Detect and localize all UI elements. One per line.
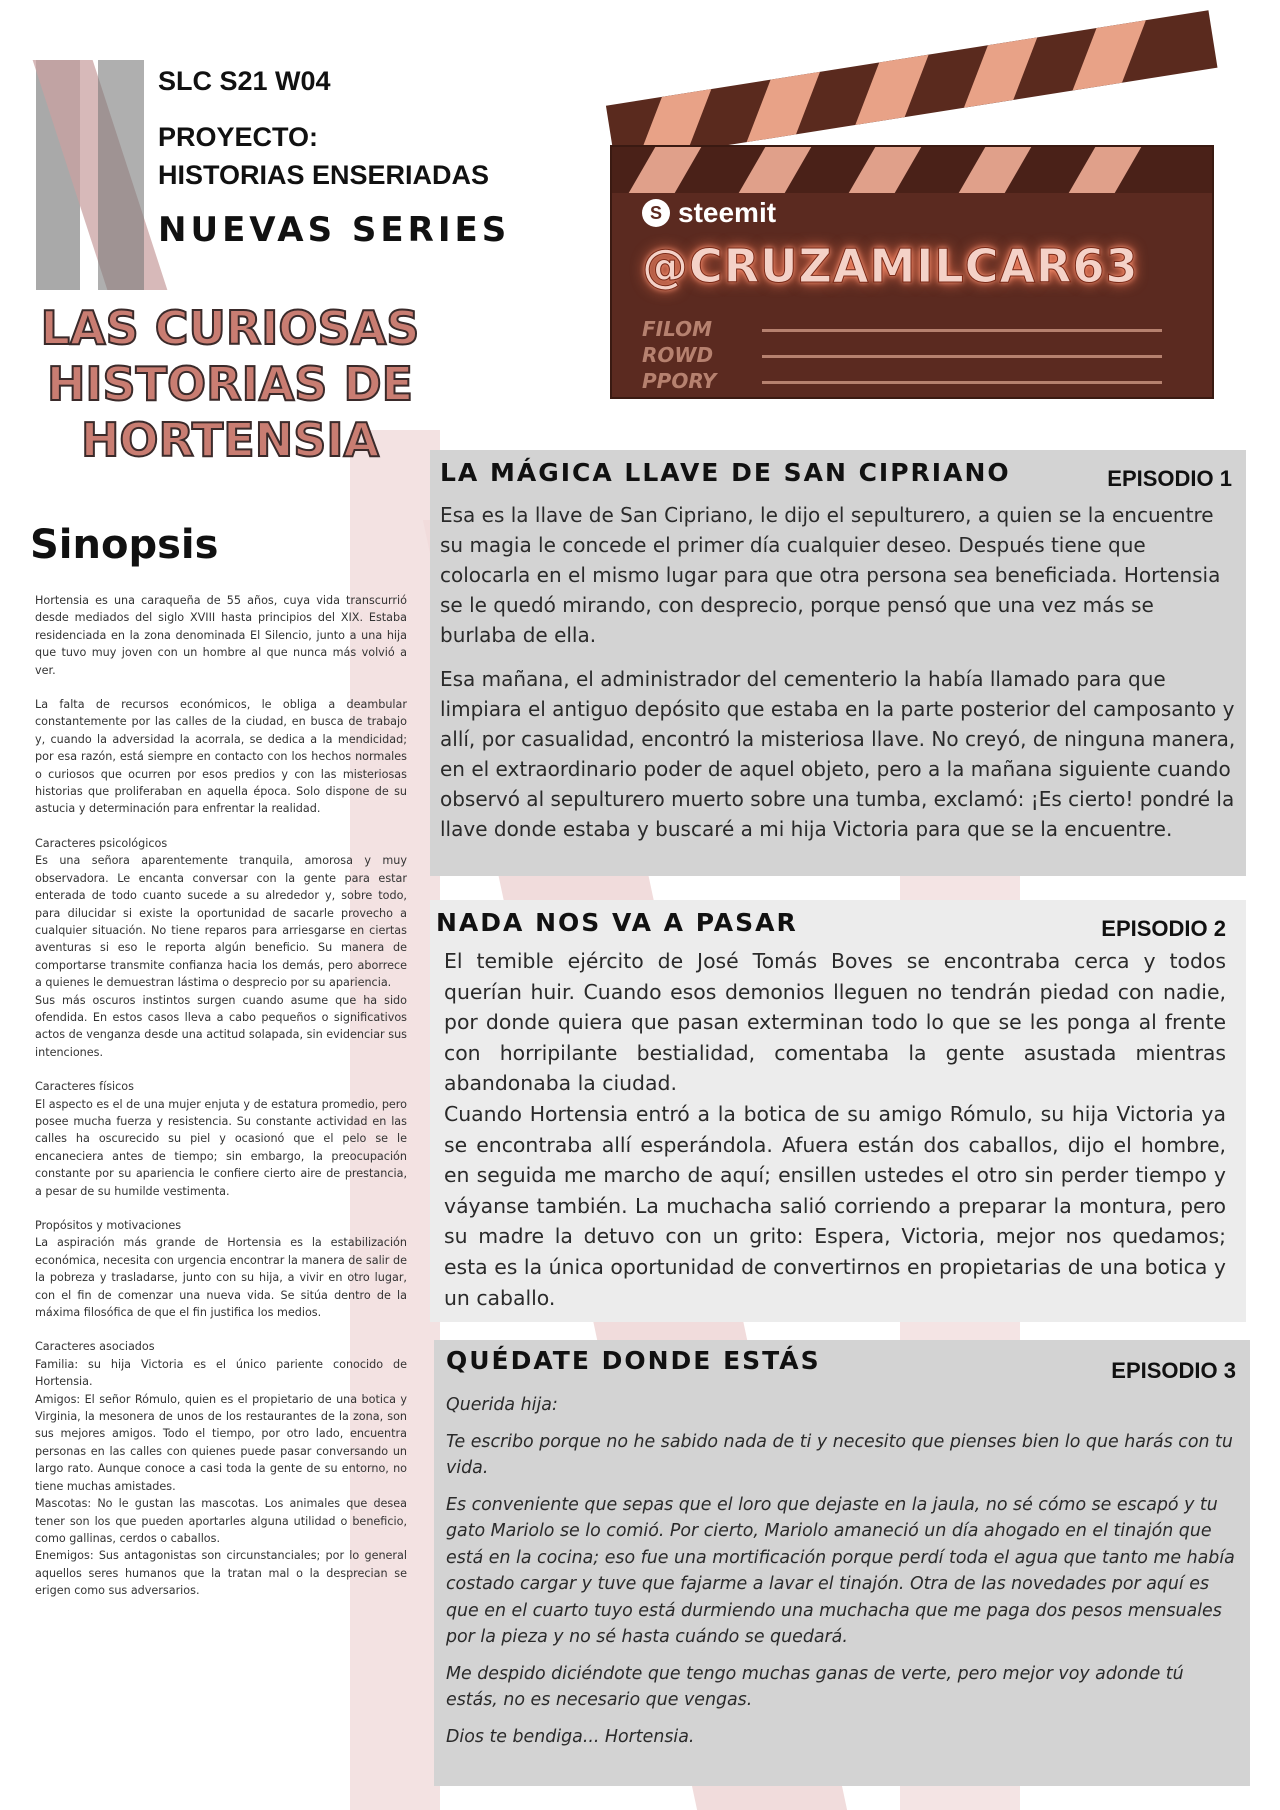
physical-text: El aspecto es el de una mujer enjuta y de estatura promedio, pero posee mucha fuerza y resistencia. Su constante actividad en las calles ha oscurecido su piel y ocasionó que el pelo se le encaneciera antes de tiempo; sin embargo, la preocupación constante por su apariencia le confiere cierto aire de prestancia, a pesar de su humilde vestimenta.	[35, 1097, 407, 1198]
episode-2-text	[444, 946, 1226, 1313]
episode-3-letter	[446, 1392, 1236, 1760]
friends-text: Amigos: El señor Rómulo, quien es el propietario de una botica y Virginia, la mesonera de unos de los restaurantes de la zona, son sus mejores amigos. Todo el tiempo, por otro lado, encuentra personas en las calles con quienes puede pasar conversando un largo rato. Aunque conoce a casi toda la gente de su entorno, no tiene muchas amistades.	[35, 1392, 407, 1493]
clapperboard	[610, 35, 1230, 395]
clapper-line-2	[762, 355, 1162, 358]
clapper-line-3	[762, 381, 1162, 384]
pets-text: Mascotas: No le gustan las mascotas. Los animales que desea tener son los que pueden aportarles alguna utilidad o beneficio, como gallinas, cerdos o caballos.	[35, 1497, 407, 1545]
author-handle: @CRUZAMILCAR63	[642, 239, 1139, 293]
letter-greeting: Querida hija:	[446, 1395, 558, 1415]
letter-paragraph: Me despido diciéndote que tengo muchas ganas de verte, pero mejor voy adonde tú estás, no es necesario que vengas.	[446, 1663, 1184, 1710]
psychological-section	[35, 835, 407, 1061]
synopsis-body	[35, 592, 407, 1617]
goals-text: La aspiración más grande de Hortensia es la estabilización económica, necesita con urgencia encontrar la manera de salir de la pobreza y trasladarse, junto con su hija, a vivir en otro lugar, con el fin de comenzar una nueva vida. Se sitúa dentro de la máxima filosófica de que el fin justifica los medios.	[35, 1236, 407, 1320]
steemit-brand	[642, 197, 776, 229]
letter-paragraph: Te escribo porque no he sabido nada de ti y necesito que pienses bien lo que harás con tu vida.	[446, 1431, 1233, 1478]
project-heading	[158, 118, 489, 194]
new-series-heading: NUEVAS SERIES	[158, 210, 511, 250]
letter-paragraph: Es conveniente que sepas que el loro que dejaste en la jaula, no sé cómo se escapó y tu gato Mariolo se lo comió. Por cierto, Mariolo amaneció un día ahogado en el tinajón que está en la cocina; eso fue una mortificación porque perdí toda el agua que tanto me había costado cargar y tuve que fajarme a lavar el tinajón. Otra de las novedades por aquí es que en el cuarto tuyo está durmiendo una muchacha que me paga dos pesos mensuales por la pieza y no sé hasta cuándo se quedará.	[446, 1494, 1235, 1647]
episode-1-paragraph: Esa es la llave de San Cipriano, le dijo el sepulturero, a quien se la encuentre su magia le concede el primer día cualquier deseo. Después tiene que colocarla en el mismo lugar para que otra persona sea beneficiada. Hortensia se le quedó mirando, con desprecio, porque pensó que una vez más se burlaba de ella.	[440, 503, 1221, 647]
project-line2: HISTORIAS ENSERIADAS	[158, 160, 490, 190]
episode-1-card	[430, 450, 1246, 876]
steemit-label: steemit	[678, 197, 777, 228]
logo-n-right-bar	[98, 60, 144, 290]
letter-signature: Dios te bendiga... Hortensia.	[446, 1726, 695, 1747]
clapperboard-top-stick	[606, 10, 1218, 163]
psychological-text-2: Sus más oscuros instintos surgen cuando asume que ha sido ofendida. En estos casos lleva a cabo pequeños o significativos actos de venganza desde una actitud solapada, sin evidenciar sus intenciones.	[35, 993, 407, 1059]
clapper-label-3: PPORY	[642, 369, 717, 393]
episode-2-card	[430, 900, 1246, 1322]
episode-2-number: EPISODIO 2	[1101, 916, 1226, 941]
goals-label: Propósitos y motivaciones	[35, 1219, 182, 1232]
clapper-line-1	[762, 329, 1162, 332]
enemies-text: Enemigos: Sus antagonistas son circunstanciales; por lo general aquellos seres humanos que la tratan mal o la desprecian se erigen como sus adversarios.	[35, 1549, 407, 1598]
episode-2-paragraph: El temible ejército de José Tomás Boves se encontraba cerca y todos querían huir. Cuando esos demonios lleguen no tendrán piedad con nadie, por donde quiera que pasan exterminan todo lo que se les ponga al frente con horripilante bestialidad, comentaba la gente asustada mientras abandonaba la ciudad.	[444, 949, 1226, 1096]
episode-1-paragraph: Esa mañana, el administrador del cementerio la había llamado para que limpiara el antiguo depósito que estaba en la parte posterior del camposanto y allí, por casualidad, encontró la misteriosa llave. No creyó, de ninguna manera, en el extraordinario poder de aquel objeto, pero a la mañana siguiente cuando observó al sepulturero muerto sobre una tumba, exclamó: ¡Es cierto! pondré la llave donde estaba y buscaré a mi hija Victoria para que se la encuentre.	[440, 667, 1236, 841]
episode-2-paragraph: Cuando Hortensia entró a la botica de su amigo Rómulo, su hija Victoria ya se encontraba allí esperándola. Afuera están dos caballos, dijo el hombre, en seguida me marcho de aquí; ensillen ustedes el otro sin perder tiempo y váyanse también. La muchacha salió corriendo a preparar la montura, pero su madre la detuvo con un grito: Espera, Victoria, mejor nos quedamos; esta es la única oportunidad de convertirnos en propietarias de una botica y un caballo.	[444, 1101, 1226, 1310]
synopsis-paragraph: La falta de recursos económicos, le obliga a deambular constantemente por las calles de la ciudad, en busca de trabajo y, cuando la adversidad la acorrala, se dedica a la mendicidad; por esa razón, está siempre en contacto con los hechos normales o curiosos que ocurren por esos predios y con las misteriosas historias que proliferaban en aquella época. Solo dispone de su astucia y determinación para enfrentar la realidad.	[35, 698, 407, 816]
series-title	[20, 300, 440, 468]
episode-3-title: QUÉDATE DONDE ESTÁS	[446, 1346, 821, 1375]
project-line1: PROYECTO:	[158, 122, 319, 152]
series-title-line3: HORTENSIA	[80, 413, 380, 467]
steemit-logo-icon: S	[642, 199, 670, 227]
clapperboard-band	[612, 147, 1212, 193]
episode-2-title: NADA NOS VA A PASAR	[436, 908, 798, 937]
family-text: Familia: su hija Victoria es el único pariente conocido de Hortensia.	[35, 1357, 407, 1389]
associated-section	[35, 1338, 407, 1599]
series-title-line1: LAS CURIOSAS	[40, 301, 420, 355]
synopsis-heading: Sinopsis	[30, 522, 219, 568]
episode-1-number: EPISODIO 1	[1107, 466, 1232, 491]
clapper-label-1: FILOM	[642, 317, 713, 341]
episode-3-card	[434, 1340, 1250, 1786]
goals-section	[35, 1217, 407, 1321]
episode-3-number: EPISODIO 3	[1111, 1358, 1236, 1383]
physical-label: Caracteres físicos	[35, 1080, 134, 1094]
contest-code: SLC S21 W04	[158, 66, 331, 96]
psychological-label: Caracteres psicológicos	[35, 836, 168, 850]
clapper-label-2: ROWD	[642, 343, 714, 367]
psychological-text: Es una señora aparentemente tranquila, amorosa y muy observadora. Le encanta conversar con la gente para estar enterada de todo cuanto sucede a su alrededor y, sobre todo, para dilucidar si existe la oportunidad de sacarle provecho a cualquier situación. No tiene reparos para arriesgarse en ciertas aventuras si eso le reporta algún beneficio. Su manera de comportarse transmite confianza hacia los demás, pero aborrece a quienes le demuestran lástima o desprecio por su apariencia.	[35, 854, 407, 990]
associated-label: Caracteres asociados	[35, 1340, 155, 1354]
series-title-line2: HISTORIAS DE	[46, 357, 414, 411]
episode-1-title: LA MÁGICA LLAVE DE SAN CIPRIANO	[440, 458, 1011, 487]
synopsis-paragraph: Hortensia es una caraqueña de 55 años, cuya vida transcurrió desde mediados del siglo XVIII hasta principios del XIX. Estaba residenciada en la zona denominada El Silencio, junto a una hija que tuvo muy joven con un hombre al que nunca más volvió a ver.	[35, 594, 407, 677]
physical-section	[35, 1078, 407, 1200]
episode-1-text	[440, 500, 1236, 844]
clapperboard-body	[610, 145, 1214, 399]
